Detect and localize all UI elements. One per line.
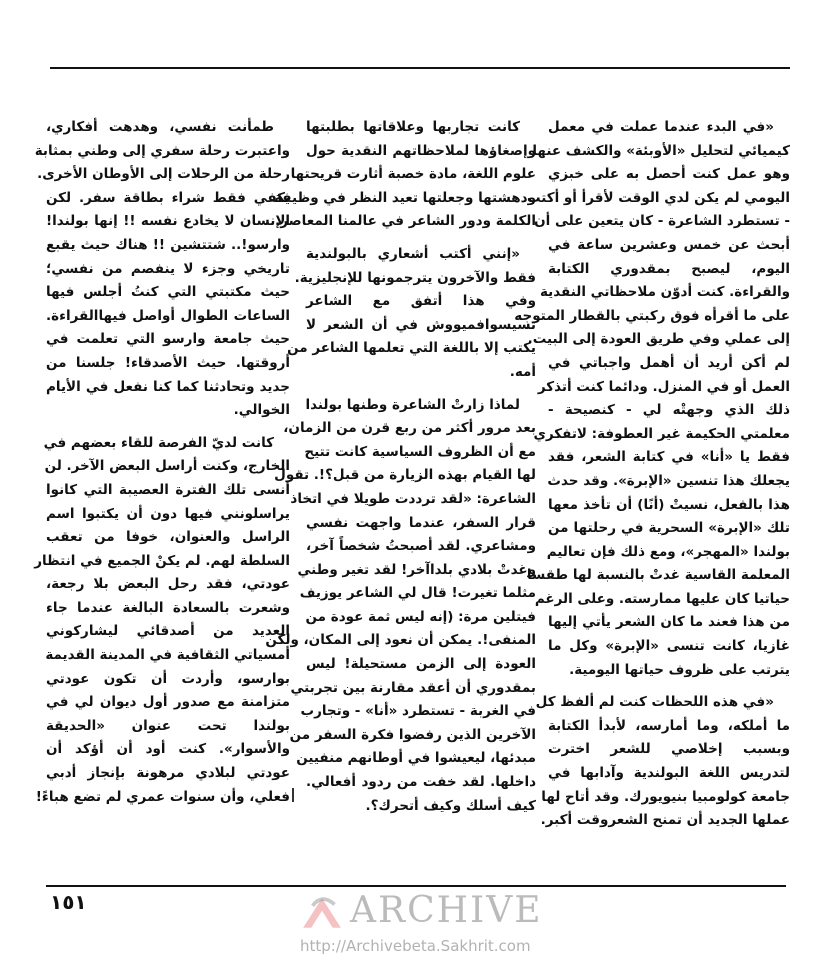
text-line: السلطة لهم. لم يكنْ الجميع في انتظار [34,552,290,569]
text-line: واعتبرت رحلة سفري إلى وطني بمثابة [34,142,290,159]
text-line: يكفي فقط شراء بطاقة سفر. لكن [46,189,290,206]
text-line: والأسوار». كنت أود أن أؤكد أن [46,741,290,758]
text-line: المعلمة القاسية غدتْ بالنسبة لها طقسا [526,567,790,584]
text-line: لتدريس اللغة البولندية وآدابها في [548,765,790,782]
text-line: وبسبب إخلاصي للشعر اخترت [548,741,790,758]
text-line: وهو عمل كنت أحصل به على خبزي [548,166,790,183]
text-line: كانت تجاربها وعلاقاتها بطلبتها [306,119,520,135]
top-rule [50,67,790,69]
text-line: الخوالي. [233,402,290,419]
text-line: الخارج، وكنت أراسل البعض الآخر. لن [44,458,290,475]
paragraph [265,394,536,819]
text-line: عملها الجديد أن تمنح الشعروقت أكبر. [540,812,790,829]
paragraph [34,116,290,423]
text-line: «في هذه اللحظات كنت لم ألفظ كل [535,694,774,711]
text-line: ما أملكه، وما أمارسه، لأبدأ الكتابة [548,717,790,734]
text-line: حيث مكتبتي التي كنتُ أجلس فيها [46,284,290,301]
text-line: إلى عملي وفي طريق العودة إلى البيت. [527,331,790,348]
text-line: لم أكن أريد أن أهمل واجباتي في [548,354,790,371]
text-line: جديد وتحادثنا كما كنا نفعل في الأيام [46,378,290,395]
text-line: داخلها. لقد خفت من ردود أفعالي. [306,774,536,791]
text-line: يترتب على ظروف حياتها اليومية. [569,661,790,678]
text-line: الإنسان لا يخادع نفسه !! إنها بولندا! [46,213,290,230]
text-line: حياتيا كان عليها ممارسته. وعلى الرغم [534,590,790,607]
text-line: مبدئها، ليعيشوا في أوطانهم منفيين [296,750,536,767]
text-line: أبحث عن خمس وعشرين ساعة في [548,236,790,253]
text-line: العمل أو في المنزل. ودائما كنت أتذكر [537,378,790,395]
text-line: المنفى!. يمكن أن نعود إلى المكان، ولكن [265,632,536,649]
paragraph [34,432,290,810]
text-line: الراسل والعنوان، خوفا من تعقب [46,529,290,546]
page-number: ١٥١ [50,890,87,914]
paragraph [535,691,790,833]
text-line: بمقدوري أن أعقد مقارنة بين تجربتي [290,679,536,696]
text-line: جامعة كولومبيا بنيويورك. وقد أتاح لها [541,788,790,805]
text-line: «إنني أكتب أشعاري بالبولندية [306,245,520,262]
text-line: عودتي لبلادي مرهونة بإنجاز أدبي [46,765,290,782]
text-line: ومشاعري. لقد أصبحتُ شخصاً آخر، [306,538,536,555]
text-line: يجعلك هذا تنسين «الإبرة». وقد حدث [547,472,790,489]
text-line: مع أن الظروف السياسية كانت تتيح [304,443,536,460]
text-line: وشعرت بالسعادة البالغة عندما جاء [46,599,290,616]
paragraph [287,243,536,385]
text-line: بولندا «المهجر»، ومع ذلك فإن تعاليم [546,543,790,560]
text-line: كيميائي لتحليل «الأوبئة» والكشف عنها [532,142,790,159]
column-left [34,116,290,818]
text-line: تاريخي وجزء لا ينفصم من نفسي؛ [46,260,290,277]
text-line: هذا بالفعل، نسيتْ (أنًا) أن تأخذ معها [548,496,790,513]
text-line: تلك «الإبرة» السحرية في رحلتها من [548,520,790,537]
text-line: وفي هذا أتفق مع الشاعر [306,293,536,310]
text-line: الكلمة ودور الشاعر في عالمنا المعاصر. [275,213,536,230]
text-line: حيث جامعة وارسو التي تعلمت في [46,331,290,348]
text-line: فيتلين مرة: (إنه ليس ثمة عودة من [305,608,536,625]
text-line: كانت لديّ الفرصة للقاء بعضهم في [43,434,274,451]
text-line: غازيا، كانت تنسى «الإبرة» وكل ما [548,638,790,655]
text-line: ودهشتها وجعلتها تعيد النظر في وظيفة [274,189,536,206]
text-line: أنسى تلك الفترة العصيبة التي كانوا [46,481,290,498]
text-line: في الغربة - تستطرد «أنا» - وتجارب [300,703,536,720]
text-line: لها القيام بهذه الزيارة من قبل؟!. تقول [274,467,536,484]
text-line: فعلي، وأن سنوات عمري لم تضع هباءً! [35,788,290,805]
text-line: يراسلونني فيها دون أن يكتبوا اسم [46,505,290,522]
margin-mark [292,788,294,802]
text-line: بوارسو، وأردت أن تكون عودتي [46,670,290,687]
watermark-logo-text: ARCHIVE [350,890,543,931]
text-line: من هذا فعند ما كان الشعر يأتي إليها [548,614,790,631]
text-line: متزامنة مع صدور أول ديوان لي في [46,694,290,711]
text-line: أروقتها. حيث الأصدقاء! جلسنا من [46,354,290,371]
text-line: «في البدء عندما عملت في معمل [548,119,774,135]
text-line: - تستطرد الشاعرة - كان يتعين على أن [534,213,790,230]
text-line: أمه. [509,363,536,380]
bottom-rule [46,885,786,887]
column-middle [265,116,536,827]
text-line: ذلك الذي وجهتْه لي - كنصيحة - [548,402,790,419]
text-line: مثلما تغيرت! قال لي الشاعر يوزيف [299,585,536,602]
text-line: الآخرين الذين رفضوا فكرة السفر من [289,726,536,743]
text-line: طمأنت نفسي، وهدهت أفكاري، [46,119,274,135]
text-line: وإصغاؤها لملاحظاتهم النقدية حول [306,142,536,159]
watermark-url: http://Archivebeta.Sakhrit.com [300,937,531,955]
text-line: تسيسوافميووش في أن الشعر لا [306,316,536,333]
text-line: الساعات الطوال أواصل فيهاالقراءة. [46,307,290,324]
text-line: أمسياتي الثقافية في المدينة القديمة [45,647,290,664]
text-line: قرار السفر، عندما واجهت نفسي [306,514,536,531]
text-line: كيف أسلك وكيف أتحرك؟. [365,797,536,814]
text-line: اليوم، ليصبح بمقدوري الكتابة [548,260,790,277]
text-line: معلمتي الحكيمة غير العطوفة: لاتفكري [533,425,790,442]
text-line: لماذا زارتْ الشاعرة وطنها بولندا [305,396,520,413]
text-line: وارسو!.. شتتشين !! هناك حيث يقبع [46,236,290,253]
text-line: بولندا تحت عنوان «الحديقة [46,717,290,734]
text-line: والقراءة. كنت أدوّن ملاحظاتي النقدية [539,284,790,301]
archive-logo-icon [300,893,344,931]
text-line: وغدتْ بلادي بلداآخر! لقد تغير وطني [297,561,536,578]
text-line: اليومي لم يكن لدي الوقت لأقرأ أو أكتب [526,189,790,206]
text-line: العودة إلى الزمن مستحيلة! ليس [306,656,536,673]
paragraph [274,116,536,234]
text-line: بعد مرور أكثر من ربع قرن من الزمان، [283,420,536,437]
text-line: علوم اللغة، مادة خصبة أثارت قريحتها [290,166,536,183]
text-line: العديد من أصدقائي ليشاركوني [46,623,290,640]
text-line: فقط يا «أنا» في كتابة الشعر، فقد [548,449,790,466]
text-line: رحلة من الرحلات إلى الأوطان الأخرى. [37,166,290,183]
text-line: الشاعرة: «لقد ترددت طويلا في اتخاذ [290,490,536,507]
text-line: فقط والآخرون يترجمونها للإنجليزية. [294,269,536,286]
text-line: عودتي، فقد رحل البعض بلا رجعة، [46,576,290,593]
text-line: على ما أقرأه فوق ركبتي بالقطار المتوجه [514,307,790,324]
text-line: يكتب إلا باللغة التي تعلمها الشاعر من [287,340,536,357]
